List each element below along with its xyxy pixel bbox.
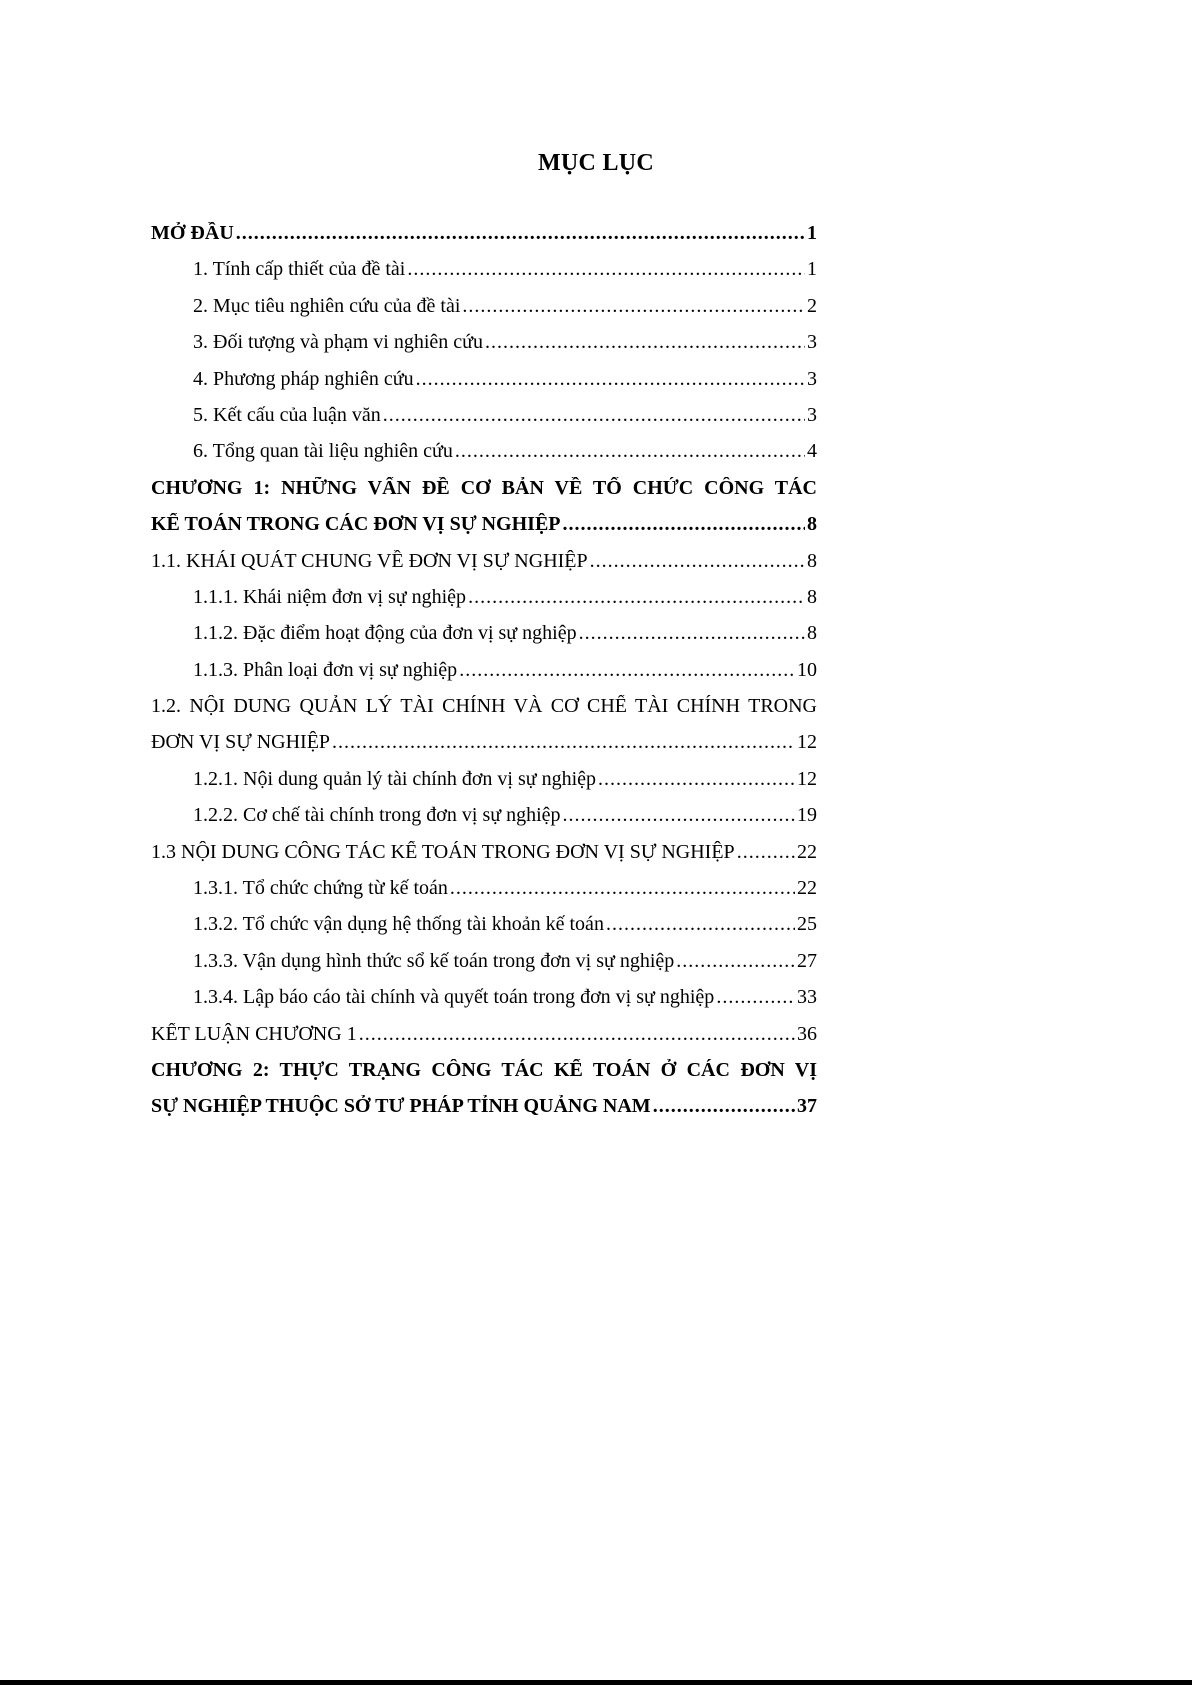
toc-entry-label: 1.3 NỘI DUNG CÔNG TÁC KẾ TOÁN TRONG ĐƠN VỊ SỰ NGHIỆP	[151, 840, 735, 863]
toc-entry-label: 1.3.3. Vận dụng hình thức sổ kế toán trong đơn vị sự nghiệp	[193, 949, 675, 972]
toc-entry-label: 1.3.4. Lập báo cáo tài chính và quyết toán trong đơn vị sự nghiệp	[193, 986, 715, 1009]
toc-leader-dots	[383, 404, 805, 427]
toc-entry-page-number: 10	[797, 658, 817, 681]
toc-leader-dots	[236, 222, 805, 245]
toc-entry-heading-line: CHƯƠNG 2: THỰC TRẠNG CÔNG TÁC KẾ TOÁN Ở CÁC ĐƠN VỊ	[151, 1058, 817, 1081]
toc-entry-page-number: 2	[807, 294, 817, 317]
toc-entry-page-number: 27	[797, 949, 817, 972]
page-title: MỤC LỤC	[537, 150, 655, 176]
toc-entry-label: ĐƠN VỊ SỰ NGHIỆP	[151, 731, 331, 754]
toc-entry-label: KẾT LUẬN CHƯƠNG 1	[151, 1022, 357, 1045]
toc-entry-page-number: 33	[797, 986, 817, 1009]
toc-entry-label: 1.1. KHÁI QUÁT CHUNG VỀ ĐƠN VỊ SỰ NGHIỆP	[151, 549, 588, 572]
toc-entry-heading-line: 1.2. NỘI DUNG QUẢN LÝ TÀI CHÍNH VÀ CƠ CHẾ TÀI CHÍNH TRONG	[151, 695, 817, 718]
toc-entry-label: 1.1.1. Khái niệm đơn vị sự nghiệp	[193, 585, 467, 608]
toc-entry[interactable]	[151, 768, 817, 804]
toc-entry[interactable]	[151, 986, 817, 1022]
toc-entry-label: 1. Tính cấp thiết của đề tài	[193, 258, 406, 281]
toc-entry[interactable]	[151, 440, 817, 476]
toc-entry[interactable]	[151, 804, 817, 840]
toc-entry-page-number: 4	[807, 440, 817, 463]
toc-entry[interactable]	[151, 331, 817, 367]
toc-entry[interactable]	[151, 222, 817, 258]
toc-entry-label: 6. Tổng quan tài liệu nghiên cứu	[193, 440, 453, 463]
toc-entry-label: 3. Đối tượng và phạm vi nghiên cứu	[193, 331, 483, 354]
toc-entry-label: SỰ NGHIỆP THUỘC SỞ TƯ PHÁP TỈNH QUẢNG NAM	[151, 1095, 651, 1118]
toc-entry-page-number: 36	[797, 1022, 817, 1045]
toc-entry[interactable]	[151, 841, 817, 877]
toc-leader-dots	[450, 877, 795, 900]
toc-leader-dots	[598, 768, 795, 791]
toc-entry-label: 2. Mục tiêu nghiên cứu của đề tài	[193, 294, 461, 317]
toc-entry-page-number: 8	[807, 513, 817, 536]
toc-leader-dots	[468, 586, 805, 609]
toc-leader-dots	[416, 368, 805, 391]
toc-entry-label: 4. Phương pháp nghiên cứu	[193, 367, 414, 390]
toc-leader-dots	[676, 950, 795, 973]
toc-entry[interactable]	[151, 622, 817, 658]
toc-entry-page-number: 8	[807, 622, 817, 645]
toc-leader-dots	[407, 258, 805, 281]
toc-entry-page-number: 12	[797, 767, 817, 790]
toc-entry-page-number: 3	[807, 403, 817, 426]
toc-entry-label: 1.3.2. Tổ chức vận dụng hệ thống tài khoản kế toán	[193, 913, 604, 936]
toc-leader-dots	[563, 513, 805, 536]
toc-entry-page-number: 22	[797, 877, 817, 900]
toc-entry[interactable]	[151, 731, 817, 767]
toc-entry-label: 1.1.3. Phân loại đơn vị sự nghiệp	[193, 658, 458, 681]
toc-entry-label: KẾ TOÁN TRONG CÁC ĐƠN VỊ SỰ NGHIỆP	[151, 513, 561, 536]
toc-entry[interactable]	[151, 258, 817, 294]
toc-entry[interactable]	[151, 513, 817, 549]
toc-entry[interactable]	[151, 1095, 817, 1131]
toc-leader-dots	[579, 622, 805, 645]
toc-entry-label: 5. Kết cấu của luận văn	[193, 403, 381, 426]
toc-entry[interactable]	[151, 368, 817, 404]
toc-entry[interactable]	[151, 877, 817, 913]
toc-entry-page-number: 22	[797, 840, 817, 863]
toc-entry[interactable]	[151, 1023, 817, 1059]
table-of-contents	[151, 222, 817, 1132]
toc-entry-label: 1.3.1. Tổ chức chứng từ kế toán	[193, 877, 448, 900]
toc-entry-page-number: 12	[797, 731, 817, 754]
toc-entry-page-number: 8	[807, 549, 817, 572]
toc-leader-dots	[455, 440, 805, 463]
toc-entry[interactable]	[151, 404, 817, 440]
toc-entry[interactable]	[151, 586, 817, 622]
toc-leader-dots	[590, 550, 805, 573]
toc-entry[interactable]	[151, 659, 817, 695]
toc-leader-dots	[359, 1023, 795, 1046]
toc-leader-dots	[485, 331, 805, 354]
toc-entry-page-number: 19	[797, 804, 817, 827]
toc-entry-page-number: 1	[807, 222, 817, 244]
toc-leader-dots	[332, 731, 795, 754]
bottom-edge-rule	[0, 1680, 1192, 1685]
toc-leader-dots	[459, 659, 795, 682]
toc-entry-page-number: 25	[797, 913, 817, 936]
toc-entry-label: MỞ ĐẦU	[151, 222, 234, 244]
toc-leader-dots	[606, 913, 795, 936]
toc-entry-label: 1.1.2. Đặc điểm hoạt động của đơn vị sự nghiệp	[193, 622, 577, 645]
toc-leader-dots	[653, 1095, 795, 1118]
toc-entry-page-number: 1	[807, 258, 817, 281]
toc-leader-dots	[716, 986, 795, 1009]
toc-entry-label: 1.2.1. Nội dung quản lý tài chính đơn vị sự nghiệp	[193, 767, 597, 790]
toc-entry[interactable]	[151, 913, 817, 949]
toc-entry-heading-line: CHƯƠNG 1: NHỮNG VẤN ĐỀ CƠ BẢN VỀ TỔ CHỨC CÔNG TÁC	[151, 476, 817, 499]
toc-leader-dots	[563, 804, 796, 827]
toc-entry[interactable]	[151, 950, 817, 986]
toc-leader-dots	[462, 295, 805, 318]
toc-entry[interactable]	[151, 295, 817, 331]
toc-entry-page-number: 3	[807, 331, 817, 354]
toc-entry-page-number: 37	[797, 1095, 817, 1118]
toc-entry-page-number: 3	[807, 367, 817, 390]
toc-entry-label: 1.2.2. Cơ chế tài chính trong đơn vị sự nghiệp	[193, 804, 561, 827]
toc-leader-dots	[737, 841, 795, 864]
toc-entry-page-number: 8	[807, 585, 817, 608]
toc-entry[interactable]	[151, 550, 817, 586]
